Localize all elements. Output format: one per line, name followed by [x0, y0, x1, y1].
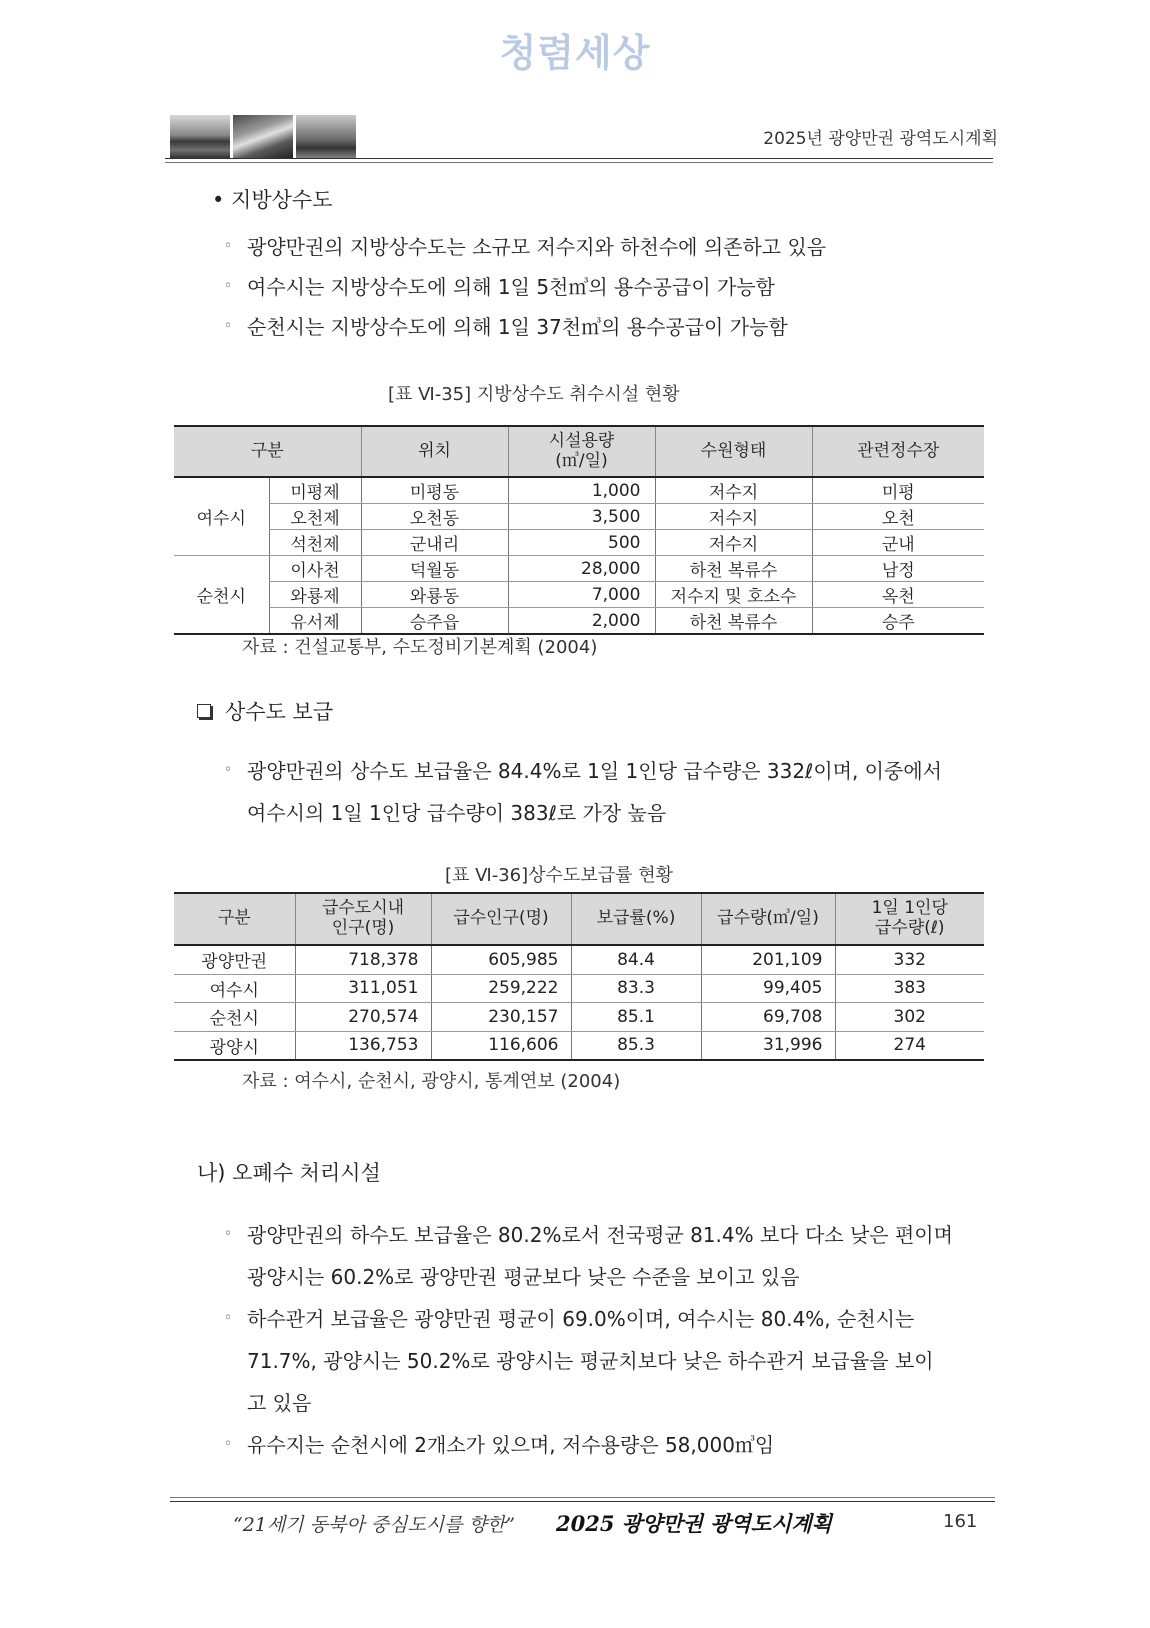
header-title: 2025년 광양만권 광역도시계획	[763, 129, 998, 149]
bullet-icon: ◦	[224, 762, 233, 778]
amount-cell: 69,708	[701, 1003, 835, 1032]
table-header: 관련정수장	[812, 426, 984, 477]
location-cell: 승주읍	[361, 608, 508, 635]
plant-cell: 군내	[812, 530, 984, 556]
paragraph-line: 71.7%, 광양시는 50.2%로 광양시는 평균치보다 낮은 하수관거 보급율을 보이	[247, 1349, 934, 1373]
header-line: 시설용량	[548, 430, 615, 451]
header-line: 인구(명)	[331, 918, 395, 938]
table-header	[835, 893, 984, 945]
paragraph-line: 고 있음	[247, 1391, 312, 1415]
header-rule	[165, 158, 993, 159]
served-cell: 230,157	[431, 1003, 571, 1032]
capacity-cell: 1,000	[508, 477, 655, 504]
table-row	[174, 556, 984, 582]
header-photo-3	[296, 115, 356, 159]
rate-cell: 85.1	[571, 1003, 701, 1032]
facility-cell: 석천제	[269, 530, 361, 556]
header-line: (㎥/일)	[555, 450, 608, 471]
capacity-cell: 3,500	[508, 504, 655, 530]
footer-rule-thin	[170, 1497, 995, 1498]
paragraph-line: 여수시는 지방상수도에 의해 1일 5천㎥의 용수공급이 가능함	[247, 275, 775, 299]
bullet-icon: ◦	[224, 1226, 233, 1242]
table-caption: [표 Ⅵ-36]상수도보급률 현황	[445, 865, 673, 886]
capacity-cell: 7,000	[508, 582, 655, 608]
intake-facilities-table	[174, 425, 984, 635]
section-heading-supply	[197, 696, 333, 726]
facility-cell: 와룡제	[269, 582, 361, 608]
rate-cell: 85.3	[571, 1031, 701, 1060]
region-cell: 광양만권	[174, 945, 295, 974]
paragraph-line: 유수지는 순천시에 2개소가 있으며, 저수용량은 58,000㎥임	[247, 1433, 775, 1457]
plant-cell: 미평	[812, 477, 984, 504]
location-cell: 오천동	[361, 504, 508, 530]
served-cell: 259,222	[431, 974, 571, 1003]
table-header: 급수인구(명)	[431, 893, 571, 945]
amount-cell: 201,109	[701, 945, 835, 974]
population-cell: 136,753	[295, 1031, 431, 1060]
rate-cell: 84.4	[571, 945, 701, 974]
table-source-note: 자료 : 여수시, 순천시, 광양시, 통계연보 (2004)	[242, 1071, 621, 1092]
location-cell: 와룡동	[361, 582, 508, 608]
table-row	[174, 504, 984, 530]
bullet-icon: ◦	[224, 238, 233, 254]
plant-cell: 오천	[812, 504, 984, 530]
paragraph-line: 광양만권의 지방상수도는 소규모 저수지와 하천수에 의존하고 있음	[247, 235, 827, 259]
population-cell: 311,051	[295, 974, 431, 1003]
facility-cell: 유서제	[269, 608, 361, 635]
source-cell: 하천 복류수	[655, 608, 812, 635]
header-line: 급수량(ℓ)	[874, 918, 945, 938]
bullet-icon: ◦	[224, 318, 233, 334]
table-row	[174, 974, 984, 1003]
table-row	[174, 477, 984, 504]
per-capita-cell: 383	[835, 974, 984, 1003]
logo: 청렴세상	[499, 31, 651, 75]
table-header: 급수량(㎥/일)	[701, 893, 835, 945]
footer-slogan: “21세기 동북아 중심도시를 향한”	[233, 1514, 515, 1536]
header-rule-thin	[165, 162, 993, 163]
table-header	[508, 426, 655, 477]
per-capita-cell: 302	[835, 1003, 984, 1032]
region-cell: 순천시	[174, 1003, 295, 1032]
checkbox-square-icon	[197, 704, 211, 718]
capacity-cell: 2,000	[508, 608, 655, 635]
source-cell: 저수지 및 호소수	[655, 582, 812, 608]
paragraph-line: 광양만권의 하수도 보급율은 80.2%로서 전국평균 81.4% 보다 다소 낮은 편이며	[247, 1223, 953, 1247]
table-caption: [표 Ⅵ-35] 지방상수도 취수시설 현황	[388, 384, 680, 405]
header-photo-2	[233, 115, 293, 159]
paragraph-line: 순천시는 지방상수도에 의해 1일 37천㎥의 용수공급이 가능함	[247, 315, 788, 339]
location-cell: 미평동	[361, 477, 508, 504]
source-cell: 저수지	[655, 504, 812, 530]
paragraph-line: 여수시의 1일 1인당 급수량이 383ℓ로 가장 높음	[247, 801, 667, 825]
bullet-icon: ◦	[224, 1436, 233, 1452]
table-row	[174, 608, 984, 635]
footer-title: 2025 광양만권 광역도시계획	[556, 1511, 832, 1536]
table-header: 구분	[174, 426, 361, 477]
table-header: 위치	[361, 426, 508, 477]
paragraph-line: 하수관거 보급율은 광양만권 평균이 69.0%이며, 여수시는 80.4%, 순천시는	[247, 1307, 915, 1331]
facility-cell: 오천제	[269, 504, 361, 530]
paragraph-line: 광양만권의 상수도 보급율은 84.4%로 1일 1인당 급수량은 332ℓ이며, 이중에서	[247, 759, 942, 783]
table-row	[174, 1003, 984, 1032]
section-heading-sewage: 나) 오폐수 처리시설	[197, 1161, 381, 1185]
per-capita-cell: 332	[835, 945, 984, 974]
served-cell: 116,606	[431, 1031, 571, 1060]
served-cell: 605,985	[431, 945, 571, 974]
region-cell: 여수시	[174, 974, 295, 1003]
region-cell: 광양시	[174, 1031, 295, 1060]
rate-cell: 83.3	[571, 974, 701, 1003]
facility-cell: 미평제	[269, 477, 361, 504]
facility-cell: 이사천	[269, 556, 361, 582]
table-header: 수원형태	[655, 426, 812, 477]
amount-cell: 99,405	[701, 974, 835, 1003]
location-cell: 군내리	[361, 530, 508, 556]
group-cell: 여수시	[174, 477, 269, 556]
table-source-note: 자료 : 건설교통부, 수도정비기본계획 (2004)	[242, 637, 598, 658]
table-header	[295, 893, 431, 945]
header-photo-1	[170, 115, 230, 159]
header-photos	[170, 115, 356, 159]
header-line: 1일 1인당	[871, 898, 948, 919]
table-row	[174, 1031, 984, 1060]
per-capita-cell: 274	[835, 1031, 984, 1060]
table-header: 구분	[174, 893, 295, 945]
section-heading-local-water: • 지방상수도	[212, 188, 333, 212]
population-cell: 270,574	[295, 1003, 431, 1032]
plant-cell: 남정	[812, 556, 984, 582]
source-cell: 저수지	[655, 477, 812, 504]
page-number: 161	[943, 1511, 978, 1532]
plant-cell: 옥천	[812, 582, 984, 608]
paragraph-line: 광양시는 60.2%로 광양만권 평균보다 낮은 수준을 보이고 있음	[247, 1265, 800, 1289]
table-header: 보급률(%)	[571, 893, 701, 945]
footer-rule	[170, 1501, 995, 1502]
group-cell: 순천시	[174, 556, 269, 635]
bullet-icon: ◦	[224, 1310, 233, 1326]
population-cell: 718,378	[295, 945, 431, 974]
capacity-cell: 500	[508, 530, 655, 556]
amount-cell: 31,996	[701, 1031, 835, 1060]
capacity-cell: 28,000	[508, 556, 655, 582]
table-row	[174, 582, 984, 608]
plant-cell: 승주	[812, 608, 984, 635]
source-cell: 저수지	[655, 530, 812, 556]
table-row	[174, 945, 984, 974]
bullet-icon: ◦	[224, 278, 233, 294]
location-cell: 덕월동	[361, 556, 508, 582]
header-line: 급수도시내	[321, 898, 405, 919]
water-supply-rate-table	[174, 892, 984, 1061]
source-cell: 하천 복류수	[655, 556, 812, 582]
table-row	[174, 530, 984, 556]
section-heading-text: 상수도 보급	[225, 700, 334, 724]
